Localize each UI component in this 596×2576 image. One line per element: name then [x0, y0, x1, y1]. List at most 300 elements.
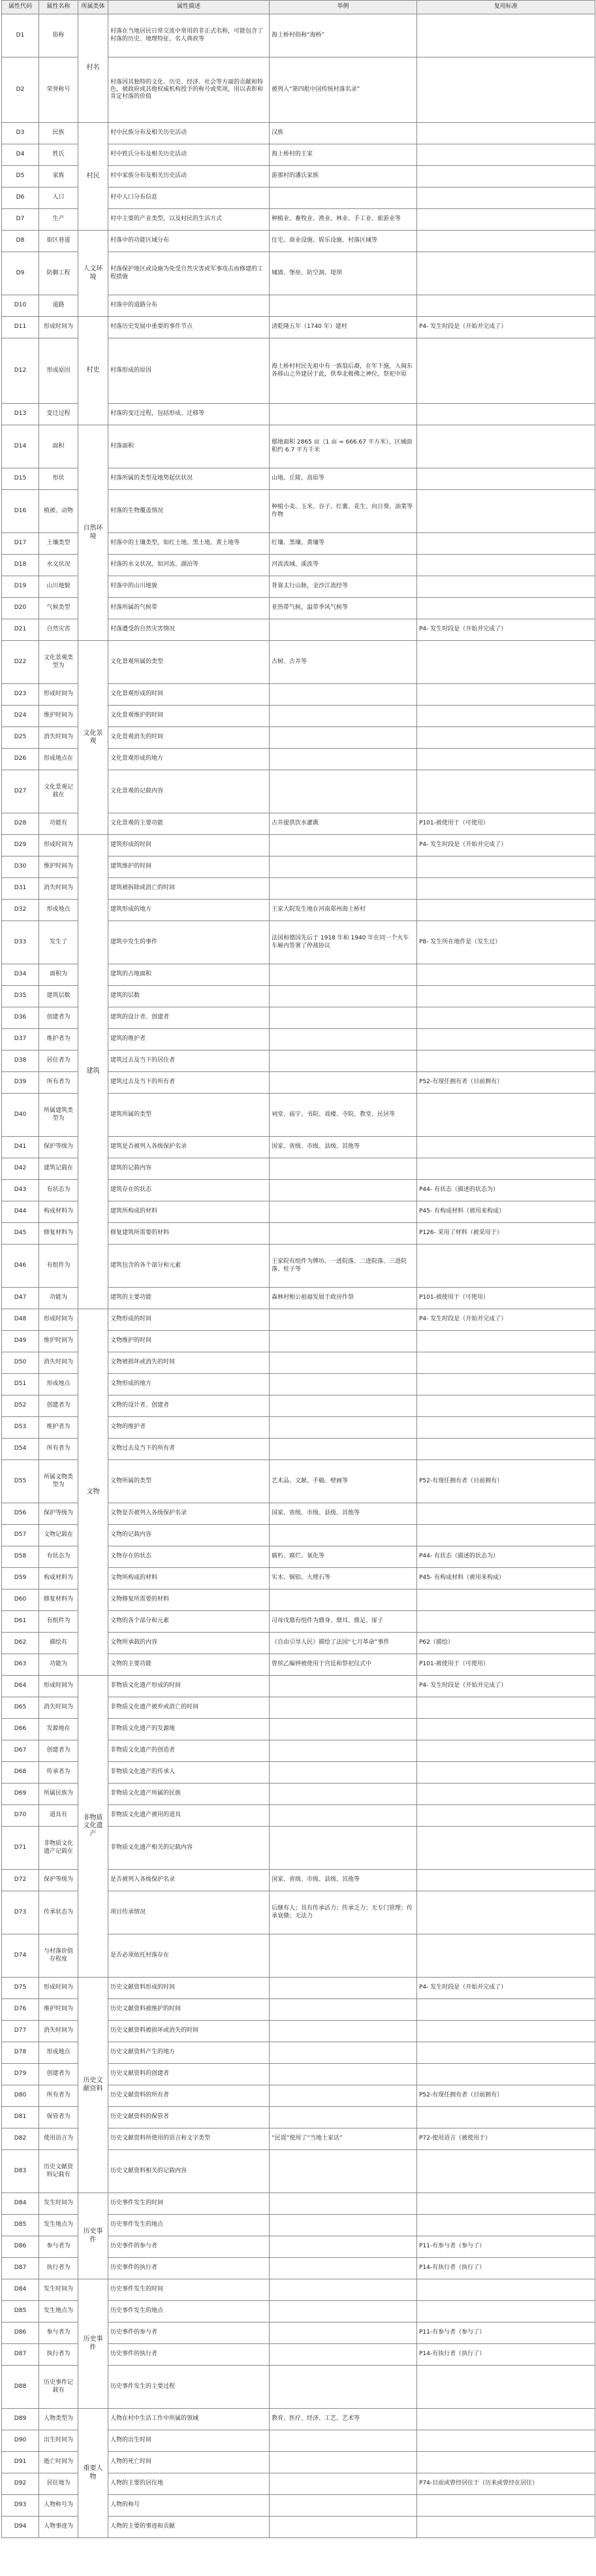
attribute-example	[270, 2258, 417, 2279]
attribute-code: D10	[2, 295, 39, 317]
attribute-reference	[417, 209, 595, 231]
attribute-name: 功能有	[39, 813, 78, 835]
attribute-code: D33	[2, 921, 39, 964]
attribute-description: 文物所构成的材料	[108, 1568, 270, 1590]
attribute-name: 消失时间为	[39, 1697, 78, 1719]
attribute-name: 创建者为	[39, 2064, 78, 2085]
attribute-example	[270, 1158, 417, 1180]
attribute-description: 村中民族分布及相关历史活动	[108, 123, 270, 144]
attribute-reference: P14-有执行者（执行了）	[417, 2258, 595, 2279]
attribute-name: 建筑层数	[39, 986, 78, 1007]
attribute-name: 非物质文化遗产记载在	[39, 1827, 78, 1870]
attribute-example: 国家、省级、市级、县级、其他等	[270, 1137, 417, 1158]
attribute-description: 历史事件的执行者	[108, 2344, 270, 2366]
attribute-code: D20	[2, 598, 39, 619]
attribute-description: 历史文献资料的创建者	[108, 2064, 270, 2085]
attribute-name: 形成时间为	[39, 1978, 78, 1999]
attribute-example	[270, 2042, 417, 2064]
attribute-code: D17	[2, 533, 39, 555]
attribute-example: 后继有人；具有传承活力；传承乏力；无专门管理；传承衰微；无法力	[270, 1891, 417, 1934]
attribute-example	[270, 684, 417, 706]
attribute-code: D7	[2, 209, 39, 231]
attribute-code: D80	[2, 2085, 39, 2107]
attribute-name: 所有者为	[39, 2085, 78, 2107]
attribute-example	[270, 1201, 417, 1223]
attribute-name: 建筑记载在	[39, 1158, 78, 1180]
attribute-name: 植被、动物	[39, 490, 78, 533]
attribute-description: 建筑所属的类型	[108, 1094, 270, 1137]
attribute-example: 腐朽、腐烂、氧化等	[270, 1546, 417, 1568]
attribute-description: 村落中的功能区域分布	[108, 231, 270, 252]
attribute-name: 形成地点	[39, 1374, 78, 1395]
attribute-reference	[417, 144, 595, 166]
attribute-description: 村落所属的气候带	[108, 598, 270, 619]
attribute-code: D19	[2, 576, 39, 598]
attribute-description: 建筑过去及当下的居住者	[108, 1051, 270, 1072]
attribute-code: D4	[2, 144, 39, 166]
attribute-example	[270, 749, 417, 770]
attribute-name: 传承状态为	[39, 1891, 78, 1934]
attribute-reference	[417, 1784, 595, 1805]
attribute-code: D15	[2, 468, 39, 490]
attribute-name: 变迁过程	[39, 404, 78, 425]
attribute-code: D38	[2, 1051, 39, 1072]
table-row	[2, 641, 595, 684]
attribute-example	[270, 2107, 417, 2128]
attribute-category: 文物	[78, 1309, 108, 1676]
attribute-description: 非物质文化遗产被弃或消亡的时间	[108, 1697, 270, 1719]
attribute-description: 村落在当地居民日常交流中常用的非正式名称，可能包含了村落的历史、地理特征、名人典故等	[108, 14, 270, 57]
attribute-example	[270, 2344, 417, 2366]
attribute-example: 国家、省级、市级、县级、其他等	[270, 1503, 417, 1525]
attribute-name: 保护等级为	[39, 1137, 78, 1158]
attribute-reference	[417, 2279, 595, 2301]
attribute-description: 历史文献资料产生的地方	[108, 2042, 270, 2064]
attribute-name: 形成时间为	[39, 684, 78, 706]
attribute-example	[270, 1395, 417, 1417]
attribute-reference	[417, 2064, 595, 2085]
attribute-name: 有状态为	[39, 1180, 78, 1201]
attribute-code: D2	[2, 57, 39, 123]
attribute-description: 村落面积	[108, 425, 270, 468]
attribute-name: 所属建筑类型为	[39, 1094, 78, 1137]
attribute-reference	[417, 57, 595, 123]
attribute-description: 村中家族分布及相关历史活动	[108, 166, 270, 187]
attribute-name: 形成时间为	[39, 835, 78, 856]
attribute-code: D82	[2, 2128, 39, 2150]
attribute-code: D52	[2, 1395, 39, 1417]
attribute-reference	[417, 727, 595, 749]
attribute-description: 非物质文化遗产所属的民族	[108, 1784, 270, 1805]
table-row	[2, 835, 595, 856]
attribute-name: 民族	[39, 123, 78, 144]
attribute-name: 文化景观记载在	[39, 770, 78, 813]
attribute-reference	[417, 1029, 595, 1051]
attribute-example	[270, 2236, 417, 2258]
table-row	[2, 425, 595, 468]
attribute-category: 非物质文化遗产	[78, 1676, 108, 1978]
attribute-category: 村史	[78, 317, 108, 425]
attribute-reference	[417, 749, 595, 770]
attribute-example: 背靠太行山脉，金沙江流经等	[270, 576, 417, 598]
attribute-reference: P52-有现任拥有者（目前拥有）	[417, 1460, 595, 1503]
attribute-reference: P11-有参与者（参与了）	[417, 2236, 595, 2258]
attribute-reference: P101-被使用于（可使用）	[417, 1288, 595, 1309]
attribute-description: 历史文献资料被维护的时间	[108, 1999, 270, 2021]
attribute-name: 道路	[39, 295, 78, 317]
attribute-example: 艺术品、文献、手稿、壁画等	[270, 1460, 417, 1503]
attribute-description: 人物在村中生活工作中所属的领域	[108, 2409, 270, 2430]
attribute-reference	[417, 1417, 595, 1439]
attribute-example: 汉族	[270, 123, 417, 144]
header-description: 属性描述	[108, 1, 270, 14]
attribute-description: 文物过去及当下的所有者	[108, 1439, 270, 1460]
attribute-reference	[417, 14, 595, 57]
attribute-reference	[417, 555, 595, 576]
attribute-reference	[417, 404, 595, 425]
attribute-code: D36	[2, 1007, 39, 1029]
attribute-code: D1	[2, 14, 39, 57]
attribute-description: 建筑被拆除或消亡的时间	[108, 878, 270, 900]
attribute-code: D85	[2, 2215, 39, 2236]
attribute-description: 历史事件发生的时间	[108, 2193, 270, 2215]
attribute-name: 形成时间为	[39, 317, 78, 338]
attribute-reference	[417, 2107, 595, 2128]
attribute-reference	[417, 1697, 595, 1719]
attribute-name: 功能为	[39, 1654, 78, 1676]
attribute-description: 文化景观的主要功能	[108, 813, 270, 835]
attribute-description: 建筑的设计者、创建者	[108, 1007, 270, 1029]
attribute-name: 有组件为	[39, 1611, 78, 1633]
attribute-code: D18	[2, 555, 39, 576]
attribute-category: 自然环境	[78, 425, 108, 641]
attribute-code: D40	[2, 1094, 39, 1137]
attribute-description: 村落形成的原因	[108, 338, 270, 404]
attribute-example: 游那村的潘氏家族	[270, 166, 417, 187]
attribute-code: D50	[2, 1352, 39, 1374]
attribute-reference	[417, 2409, 595, 2430]
attribute-example	[270, 2215, 417, 2236]
attribute-reference	[417, 1352, 595, 1374]
attribute-code: D73	[2, 1891, 39, 1934]
attribute-name: 土壤类型	[39, 533, 78, 555]
attribute-code: D37	[2, 1029, 39, 1051]
attribute-description: 历史事件发生的时间	[108, 2279, 270, 2301]
attribute-code: D85	[2, 2301, 39, 2323]
attribute-reference: P101-被使用于（可使用）	[417, 813, 595, 835]
attribute-description: 历史文献资料被损坏或消失的时间	[108, 2021, 270, 2042]
attribute-reference	[417, 1611, 595, 1633]
attribute-example	[270, 2150, 417, 2193]
attribute-description: 村落中的道路分布	[108, 295, 270, 317]
attribute-reference	[417, 252, 595, 295]
attribute-code: D67	[2, 1740, 39, 1762]
attribute-name: 所有者为	[39, 1072, 78, 1094]
table-row	[2, 2409, 595, 2430]
attribute-description: 建筑的记载内容	[108, 1158, 270, 1180]
attribute-name: 维护时间为	[39, 1331, 78, 1352]
attribute-name: 历史事件记载有	[39, 2366, 78, 2409]
attribute-reference: P44- 有状态（描述的状态为）	[417, 1180, 595, 1201]
attribute-code: D51	[2, 1374, 39, 1395]
attribute-example: 祠堂、庙宇、书院、戏楼、寺院、教堂、民居等	[270, 1094, 417, 1137]
attribute-name: 自然灾害	[39, 619, 78, 641]
attribute-code: D43	[2, 1180, 39, 1201]
attribute-example	[270, 1439, 417, 1460]
attribute-example	[270, 2473, 417, 2495]
attribute-table	[1, 0, 595, 2538]
attribute-code: D62	[2, 1633, 39, 1654]
attribute-reference: P11-有参与者（参与了）	[417, 2323, 595, 2344]
attribute-code: D49	[2, 1331, 39, 1352]
attribute-example: 种植业、畜牧业、渔业、林业、手工业、旅游业等	[270, 209, 417, 231]
attribute-reference: P62（描绘）	[417, 1633, 595, 1654]
attribute-example	[270, 1051, 417, 1072]
attribute-example: 森林村相公祖福发展于政房作祭	[270, 1288, 417, 1309]
attribute-name: 人物类型为	[39, 2409, 78, 2430]
attribute-name: 发生地点为	[39, 2215, 78, 2236]
attribute-name: 居住者为	[39, 1051, 78, 1072]
attribute-reference	[417, 2042, 595, 2064]
attribute-example	[270, 1805, 417, 1827]
attribute-example	[270, 1352, 417, 1374]
table-row	[2, 14, 595, 57]
attribute-reference	[417, 1805, 595, 1827]
attribute-code: D65	[2, 1697, 39, 1719]
attribute-category: 历史事件	[78, 2193, 108, 2279]
attribute-code: D46	[2, 1245, 39, 1288]
attribute-example	[270, 295, 417, 317]
attribute-description: 文物的设计者、创建者	[108, 1395, 270, 1417]
attribute-name: 防御工程	[39, 252, 78, 295]
attribute-name: 消失时间为	[39, 727, 78, 749]
attribute-description: 历史事件发生的地点	[108, 2215, 270, 2236]
attribute-code: D29	[2, 835, 39, 856]
attribute-name: 功能为	[39, 1288, 78, 1309]
attribute-code: D34	[2, 964, 39, 986]
attribute-reference	[417, 338, 595, 404]
attribute-description: 历史文献资料的所有者	[108, 2085, 270, 2107]
attribute-example: 教育、医疗、经济、工艺、艺术等	[270, 2409, 417, 2430]
attribute-name: 使用语言为	[39, 2128, 78, 2150]
attribute-reference	[417, 123, 595, 144]
table-row	[2, 1676, 595, 1697]
attribute-reference	[417, 1245, 595, 1288]
attribute-code: D78	[2, 2042, 39, 2064]
attribute-description: 村落保护地区或设施为免受自然灾害或军事攻击而修建的工程措施	[108, 252, 270, 295]
attribute-example: 王家院有组件为牌坊、一进院落、二进院落、三进院落、柱子等	[270, 1245, 417, 1288]
attribute-example: 鄢地面积 2865 亩（1 亩 = 666.67 平方米），区域面积约 6.7 平方千米	[270, 425, 417, 468]
attribute-description: 项目传承情况	[108, 1891, 270, 1934]
attribute-reference: P4- 发生时段是（开始并完成了）	[417, 619, 595, 641]
attribute-reference	[417, 856, 595, 878]
attribute-example: 海上桥村俗称“海桥”	[270, 14, 417, 57]
attribute-code: D91	[2, 2452, 39, 2473]
attribute-name: 面积为	[39, 964, 78, 986]
table-row	[2, 1978, 595, 1999]
attribute-reference	[417, 878, 595, 900]
attribute-name: 执行者为	[39, 2258, 78, 2279]
attribute-example	[270, 2517, 417, 2538]
attribute-name: 形成时间为	[39, 1309, 78, 1331]
attribute-reference: P72-使用语言（被使用于）	[417, 2128, 595, 2150]
attribute-reference	[417, 1439, 595, 1460]
attribute-code: D14	[2, 425, 39, 468]
attribute-example	[270, 2021, 417, 2042]
attribute-name: 文物记载在	[39, 1525, 78, 1546]
attribute-description: 文物的各个部分和元素	[108, 1611, 270, 1633]
attribute-example	[270, 1697, 417, 1719]
attribute-description: 村中主要的产业类型，以及村民的生活方式	[108, 209, 270, 231]
attribute-reference	[417, 1158, 595, 1180]
attribute-reference	[417, 166, 595, 187]
attribute-code: D55	[2, 1460, 39, 1503]
attribute-code: D27	[2, 770, 39, 813]
attribute-name: 荣誉称号	[39, 57, 78, 123]
attribute-reference	[417, 770, 595, 813]
attribute-description: 历史事件发生的主要过程	[108, 2366, 270, 2409]
attribute-name: 山川地貌	[39, 576, 78, 598]
attribute-example: 种植小麦、玉米、谷子、红薯、花生、向日葵、油菜等作物	[270, 490, 417, 533]
attribute-description: 历史文献资料形成的时间	[108, 1978, 270, 1999]
attribute-name: 描绘有	[39, 1633, 78, 1654]
attribute-code: D81	[2, 2107, 39, 2128]
attribute-description: 建筑的维护者	[108, 1029, 270, 1051]
attribute-name: 面积	[39, 425, 78, 468]
attribute-name: 有组件为	[39, 1245, 78, 1288]
attribute-reference	[417, 964, 595, 986]
header-reference: 复用标准	[417, 1, 595, 14]
attribute-code: D26	[2, 749, 39, 770]
attribute-description: 文物所属的类型	[108, 1460, 270, 1503]
attribute-reference: P4- 发生时段是（开始并完成了）	[417, 1309, 595, 1331]
attribute-name: 有状态为	[39, 1546, 78, 1568]
attribute-description: 村落的水文状况，如河流、湖泊等	[108, 555, 270, 576]
attribute-code: D75	[2, 1978, 39, 1999]
attribute-description: 建筑的主要功能	[108, 1288, 270, 1309]
attribute-reference	[417, 2430, 595, 2452]
attribute-description: 文化景观维护的时间	[108, 706, 270, 727]
attribute-description: 村落中的山川地貌	[108, 576, 270, 598]
attribute-name: 与村落价值存程度	[39, 1934, 78, 1978]
attribute-reference	[417, 1891, 595, 1934]
attribute-example	[270, 2085, 417, 2107]
attribute-name: 执行者为	[39, 2344, 78, 2366]
attribute-example	[270, 835, 417, 856]
attribute-example	[270, 856, 417, 878]
attribute-name: 形成原因	[39, 338, 78, 404]
table-row	[2, 1309, 595, 1331]
attribute-name: 形状	[39, 468, 78, 490]
attribute-example: 法国和德国先后于 1918 年和 1940 年在同一个火车车厢内签署了停战协议	[270, 921, 417, 964]
attribute-example	[270, 2301, 417, 2323]
attribute-example: 住宅、商业设施、娱乐设施、村落区域等	[270, 231, 417, 252]
attribute-reference	[417, 295, 595, 317]
attribute-code: D84	[2, 2193, 39, 2215]
attribute-code: D88	[2, 2366, 39, 2409]
attribute-reference: P44- 有状态（描述的状态为）	[417, 1546, 595, 1568]
attribute-name: 街区巷道	[39, 231, 78, 252]
attribute-description: 非物质文化遗产相关的记载内容	[108, 1827, 270, 1870]
attribute-name: 所属文物类型为	[39, 1460, 78, 1503]
attribute-description: 文化景观的记载内容	[108, 770, 270, 813]
attribute-code: D83	[2, 2150, 39, 2193]
attribute-code: D63	[2, 1654, 39, 1676]
attribute-description: 历史文献资料所使用的语言和文字类型	[108, 2128, 270, 2150]
attribute-description: 建筑的占地面积	[108, 964, 270, 986]
attribute-reference	[417, 900, 595, 921]
attribute-example: 曾侯乙编钟被使用于宫廷和祭祀仪式中	[270, 1654, 417, 1676]
attribute-code: D57	[2, 1525, 39, 1546]
attribute-description: 历史事件的执行者	[108, 2258, 270, 2279]
attribute-reference	[417, 2495, 595, 2517]
attribute-name: 维护时间为	[39, 706, 78, 727]
attribute-name: 参与者为	[39, 2236, 78, 2258]
attribute-name: 气候类型	[39, 598, 78, 619]
attribute-name: 创建者为	[39, 1007, 78, 1029]
attribute-description: 非物质文化遗产的创造者	[108, 1740, 270, 1762]
attribute-example	[270, 1590, 417, 1611]
header-name: 属性名称	[39, 1, 78, 14]
attribute-code: D39	[2, 1072, 39, 1094]
attribute-code: D77	[2, 2021, 39, 2042]
attribute-code: D84	[2, 2279, 39, 2301]
attribute-example	[270, 1374, 417, 1395]
attribute-code: D66	[2, 1719, 39, 1740]
attribute-reference	[417, 1374, 595, 1395]
attribute-name: 创建者为	[39, 1740, 78, 1762]
attribute-description: 建筑存在的状态	[108, 1180, 270, 1201]
attribute-example	[270, 1719, 417, 1740]
attribute-reference: P101-被使用于（可使用）	[417, 1654, 595, 1676]
attribute-description: 村落历史发展中重要的事件节点	[108, 317, 270, 338]
attribute-category: 村名	[78, 14, 108, 123]
attribute-code: D47	[2, 1288, 39, 1309]
attribute-example	[270, 2430, 417, 2452]
attribute-code: D11	[2, 317, 39, 338]
attribute-code: D72	[2, 1870, 39, 1891]
attribute-example	[270, 770, 417, 813]
attribute-name: 发源地在	[39, 1719, 78, 1740]
attribute-code: D56	[2, 1503, 39, 1525]
attribute-name: 消失时间为	[39, 1352, 78, 1374]
attribute-description: 建筑是否被列入各级保护名录	[108, 1137, 270, 1158]
attribute-description: 建筑过去及当下的所有者	[108, 1072, 270, 1094]
attribute-name: 逝亡时间为	[39, 2452, 78, 2473]
attribute-reference	[417, 1740, 595, 1762]
attribute-description: 村落所属的类型及地势起伏状况	[108, 468, 270, 490]
attribute-category: 村民	[78, 123, 108, 231]
attribute-code: D89	[2, 2409, 39, 2430]
attribute-reference	[417, 1094, 595, 1137]
attribute-description: 历史事件的参与者	[108, 2323, 270, 2344]
attribute-description: 文物形成的时间	[108, 1309, 270, 1331]
attribute-example	[270, 1740, 417, 1762]
attribute-example	[270, 964, 417, 986]
attribute-code: D22	[2, 641, 39, 684]
attribute-reference	[417, 2150, 595, 2193]
attribute-name: 家族	[39, 166, 78, 187]
attribute-code: D21	[2, 619, 39, 641]
attribute-example	[270, 1999, 417, 2021]
attribute-description: 文物存在的状态	[108, 1546, 270, 1568]
attribute-description: 村落的生物覆盖情况	[108, 490, 270, 533]
attribute-code: D42	[2, 1158, 39, 1180]
attribute-name: 维护者为	[39, 1029, 78, 1051]
attribute-code: D32	[2, 900, 39, 921]
attribute-code: D71	[2, 1827, 39, 1870]
attribute-description: 建筑中发生的事件	[108, 921, 270, 964]
